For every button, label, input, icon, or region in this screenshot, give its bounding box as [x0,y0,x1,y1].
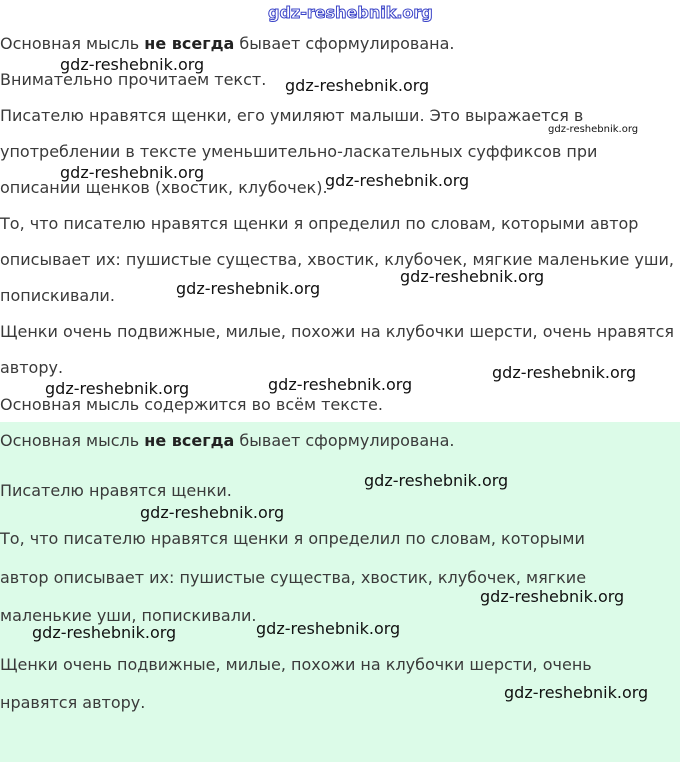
text-line: описании щенков (хвостик, клубочек). [0,178,328,197]
watermark: gdz-reshebnik.org [268,3,433,22]
watermark: gdz-reshebnik.org [32,623,177,642]
watermark: gdz-reshebnik.org [140,503,285,522]
watermark: gdz-reshebnik.org [492,363,637,382]
watermark: gdz-reshebnik.org [268,375,413,394]
text-line: То, что писателю нравятся щенки я определил по словам, которыми автор [0,214,639,233]
answer-line: То, что писателю нравятся щенки я определил по словам, которыми [0,529,585,548]
watermark: gdz-reshebnik.org [504,683,649,702]
watermark: gdz-reshebnik.org [60,55,205,74]
watermark: gdz-reshebnik.org [45,379,190,398]
text-line: попискивали. [0,286,115,305]
watermark: gdz-reshebnik.org [256,619,401,638]
watermark: gdz-reshebnik.org [364,471,509,490]
watermark: gdz-reshebnik.org [480,587,625,606]
text-line: Щенки очень подвижные, милые, похожи на клубочки шерсти, очень нравятся [0,322,675,341]
watermark: gdz-reshebnik.org [325,171,470,190]
watermark: gdz-reshebnik.org [60,163,205,182]
answer-line: маленькие уши, попискивали. [0,606,257,625]
answer-line: Щенки очень подвижные, милые, похожи на клубочки шерсти, очень [0,655,592,674]
answer-line: Писателю нравятся щенки. [0,481,232,500]
watermark: gdz-reshebnik.org [176,279,321,298]
text-line: Внимательно прочитаем текст. [0,70,267,89]
watermark: gdz-reshebnik.org [400,267,545,286]
main-idea-line: Основная мысль не всегда бывает сформулирована. [0,34,455,53]
text-line: описывает их: пушистые существа, хвостик, клубочек, мягкие маленькие уши, [0,250,674,269]
text-line: автору. [0,358,64,377]
text-line: употреблении в тексте уменьшительно-ласкательных суффиксов при [0,142,598,161]
watermark: gdz-reshebnik.org [285,76,430,95]
text-line: Писателю нравятся щенки, его умиляют малыши. Это выражается в [0,106,584,125]
text-line: Основная мысль содержится во всём тексте. [0,395,383,414]
answer-line: нравятся автору. [0,693,146,712]
watermark: gdz-reshebnik.org [548,124,639,135]
answer-line: автор описывает их: пушистые существа, хвостик, клубочек, мягкие [0,568,587,587]
answer-main-idea-line: Основная мысль не всегда бывает сформулирована. [0,431,455,450]
